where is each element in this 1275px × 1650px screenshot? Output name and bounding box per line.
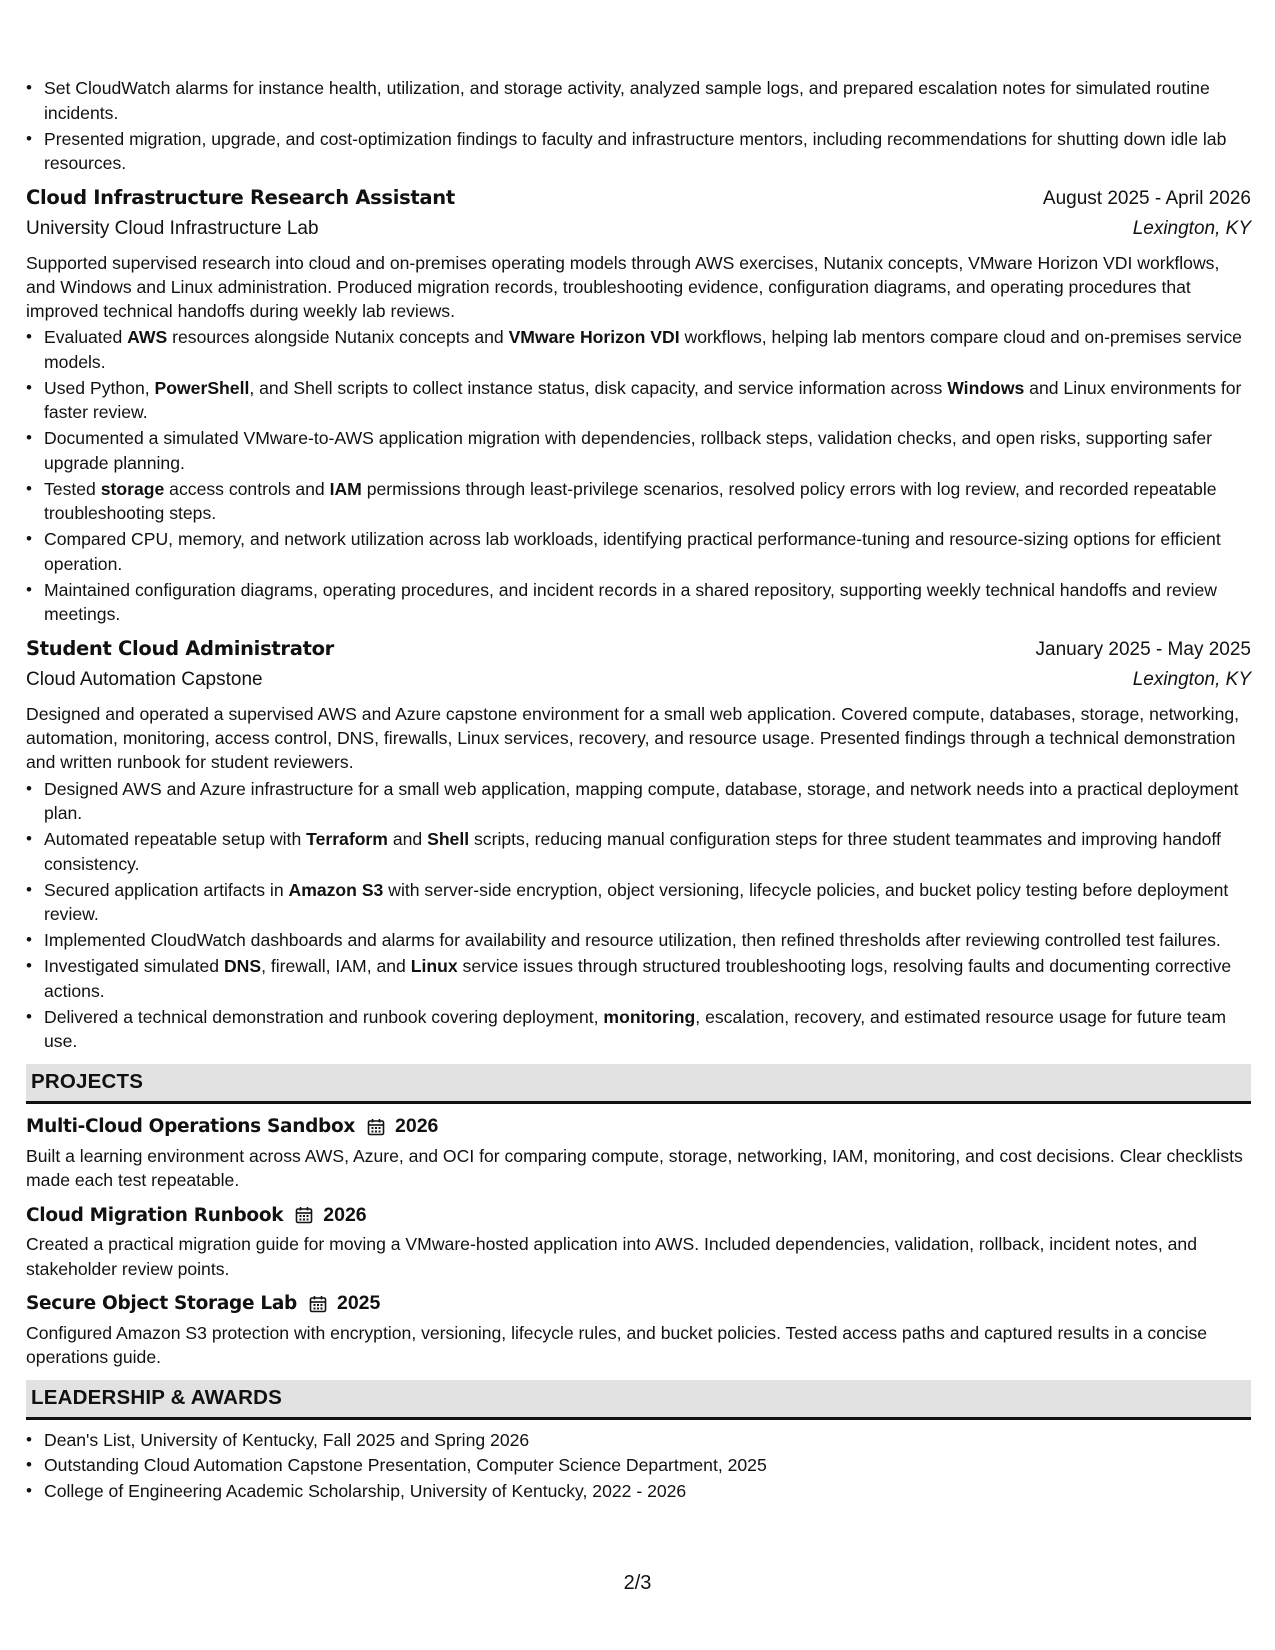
bullet-item: • Automated repeatable setup with Terraform and Shell scripts, reducing manual configuration steps for three student teammates and improving handoff consistency. xyxy=(26,827,1251,876)
bullet-item: • Compared CPU, memory, and network utilization across lab workloads, identifying practical performance-tuning and resource-sizing options for efficient operation. xyxy=(26,527,1251,576)
bullet-item: • Delivered a technical demonstration and runbook covering deployment, monitoring, escalation, recovery, and estimated resource usage for future team use. xyxy=(26,1005,1251,1054)
page-number: 2/3 xyxy=(623,1572,652,1594)
project-name: Multi-Cloud Operations Sandbox xyxy=(26,1116,356,1138)
projects-section-header xyxy=(26,1064,1251,1104)
role-summary: Designed and operated a supervised AWS and Azure capstone environment for a small web application. Covered compute, databases, storage, networking, automation, monitoring, access control, DNS, firewalls, Linux services, recovery, and resource usage. Presented findings through a technical demonstration and written runbook for student reviewers. xyxy=(26,703,1240,773)
section-title: LEADERSHIP & AWARDS xyxy=(31,1386,282,1410)
award-item: • College of Engineering Academic Scholarship, University of Kentucky, 2022 - 2026 xyxy=(26,1479,1251,1504)
bullet-item: • Investigated simulated DNS, firewall, IAM, and Linux service issues through structured troubleshooting logs, resolving faults and documenting corrective actions. xyxy=(26,954,1251,1003)
bullet-item: • Tested storage access controls and IAM permissions through least-privilege scenarios, resolved policy errors with log review, and recorded repeatable troubleshooting steps. xyxy=(26,477,1251,526)
project-item xyxy=(26,1289,1251,1370)
bullet-item: • Set CloudWatch alarms for instance health, utilization, and storage activity, analyzed sample logs, and prepared escalation notes for simulated routine incidents. xyxy=(26,76,1251,125)
bullet-item: • Evaluated AWS resources alongside Nutanix concepts and VMware Horizon VDI workflows, helping lab mentors compare cloud and on-premises service models. xyxy=(26,325,1251,374)
role-location: Lexington, KY xyxy=(1132,668,1251,690)
awards-list xyxy=(26,1428,1251,1504)
award-item: • Outstanding Cloud Automation Capstone Presentation, Computer Science Department, 2025 xyxy=(26,1453,1251,1478)
role-location: Lexington, KY xyxy=(1132,217,1251,239)
award-item: • Dean's List, University of Kentucky, Fall 2025 and Spring 2026 xyxy=(26,1428,1251,1453)
role-student-cloud-admin xyxy=(26,637,1251,1054)
role-dates: August 2025 - April 2026 xyxy=(1042,187,1251,209)
project-description: Built a learning environment across AWS, Azure, and OCI for comparing compute, storage, networking, IAM, monitoring, and cost decisions. Clear checklists made each test repeatable. xyxy=(26,1145,1243,1191)
section-title: PROJECTS xyxy=(31,1070,144,1094)
project-name: Cloud Migration Runbook xyxy=(26,1204,284,1226)
project-name: Secure Object Storage Lab xyxy=(26,1293,297,1315)
awards-section-header xyxy=(26,1380,1251,1420)
bullet-item: • Implemented CloudWatch dashboards and alarms for availability and resource utilization, then refined thresholds after reviewing controlled test failures. xyxy=(26,928,1251,953)
project-year: 2025 xyxy=(336,1292,381,1315)
project-item xyxy=(26,1200,1251,1281)
role-summary: Supported supervised research into cloud and on-premises operating models through AWS exercises, Nutanix concepts, VMware Horizon VDI workflows, and Windows and Linux administration. Produced migration records, troubleshooting evidence, configuration diagrams, and operating procedures that improved technical handoffs during weekly lab reviews. xyxy=(26,252,1220,322)
bullet-item: • Maintained configuration diagrams, operating procedures, and incident records in a shared repository, supporting weekly technical handoffs and review meetings. xyxy=(26,578,1251,627)
bullet-item: • Documented a simulated VMware-to-AWS application migration with dependencies, rollback steps, validation checks, and open risks, supporting safer upgrade planning. xyxy=(26,426,1251,475)
previous-role-bullets xyxy=(26,76,1251,176)
role-organization: Cloud Automation Capstone xyxy=(26,668,263,690)
bullet-item: • Presented migration, upgrade, and cost-optimization findings to faculty and infrastructure mentors, including recommendations for shutting down idle lab resources. xyxy=(26,127,1251,176)
role-bullets xyxy=(26,777,1251,1054)
role-organization: University Cloud Infrastructure Lab xyxy=(26,217,319,239)
role-research-assistant xyxy=(26,186,1251,627)
project-year: 2026 xyxy=(395,1115,439,1138)
calendar-icon xyxy=(367,1118,385,1136)
role-title: Student Cloud Administrator xyxy=(26,636,335,660)
bullet-item: • Secured application artifacts in Amazon S3 with server-side encryption, object versioning, lifecycle policies, and bucket policy testing before deployment review. xyxy=(26,878,1251,927)
bullet-item: • Designed AWS and Azure infrastructure for a small web application, mapping compute, database, storage, and network needs into a practical deployment plan. xyxy=(26,777,1251,826)
project-description: Created a practical migration guide for moving a VMware-hosted application into AWS. Included dependencies, validation, rollback, incident notes, and stakeholder review points. xyxy=(26,1234,1197,1279)
calendar-icon xyxy=(295,1206,313,1224)
resume-page xyxy=(26,76,1251,1504)
role-bullets xyxy=(26,325,1251,627)
bullet-item: • Used Python, PowerShell, and Shell scripts to collect instance status, disk capacity, and service information across Windows and Linux environments for faster review. xyxy=(26,376,1251,425)
project-description: Configured Amazon S3 protection with encryption, versioning, lifecycle rules, and bucket policies. Tested access paths and captured results in a concise operations guide. xyxy=(26,1322,1208,1368)
role-title: Cloud Infrastructure Research Assistant xyxy=(26,185,455,209)
role-dates: January 2025 - May 2025 xyxy=(1035,638,1251,660)
project-year: 2026 xyxy=(323,1203,367,1226)
project-item xyxy=(26,1112,1251,1193)
calendar-icon xyxy=(309,1295,327,1313)
